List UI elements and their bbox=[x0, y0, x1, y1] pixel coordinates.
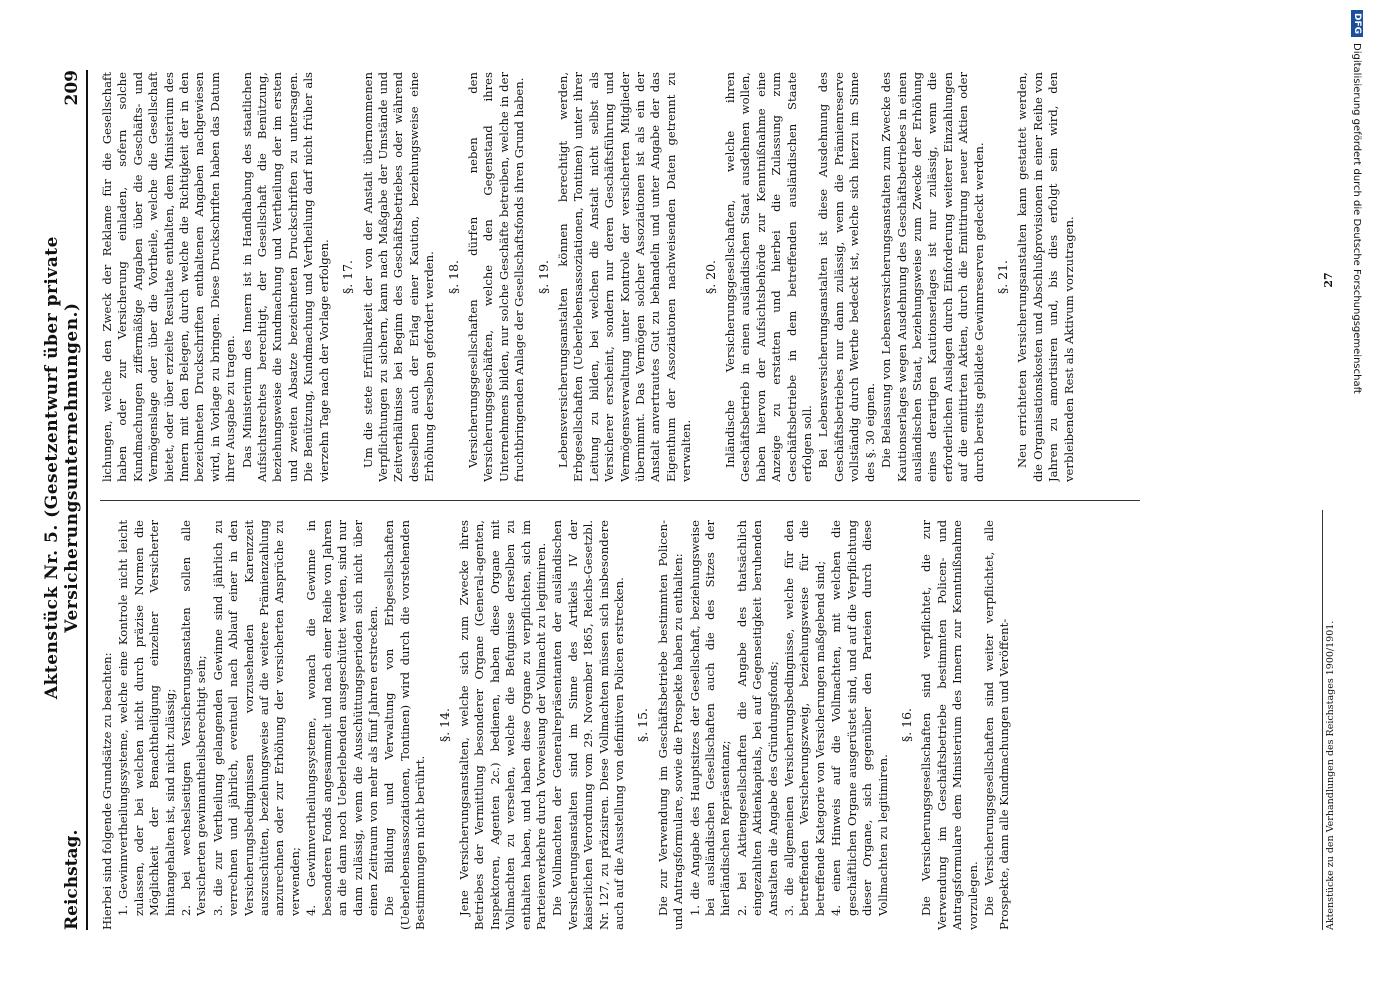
paragraph: Neu errichteten Versicherungsanstalten kann gestattet werden, die Organisationskosten und Abschlußprovisionen in einer Reihe von Jahren zu amortisiren und, bis dies erfolgt sein wird, den verbleibenden Rest als Aktivum vorzutragen. bbox=[1015, 72, 1076, 482]
page-header bbox=[42, 70, 88, 930]
paragraph: Jene Versicherungsanstalten, welche sich zum Zwecke ihres Betriebes der Vermittlung besonderer Organe (General-agenten, Inspektoren, Agenten 2c.) bedienen, haben diese Organe mit Vollmachten zu versehen, welche die Befugnisse derselben zu enthalten haben, und haben diese Organe zu verpflichten, sich im Parteienverkehre durch Vorweisung der Vollmacht zu legitimiren. bbox=[456, 520, 548, 930]
paragraph: Die Versicherungsgesellschaften sind verpflichtet, die zur Verwendung im Geschäftsbetriebe bestimmten Policen- und Antragsformulare dem Ministerium des Innern zur Kenntnißnahme vorzulegen. bbox=[919, 520, 980, 930]
principles-list bbox=[116, 520, 381, 930]
column-divider bbox=[100, 500, 1140, 501]
header-left: Reichstag. bbox=[62, 829, 82, 930]
paragraph: Die zur Verwendung im Geschäftsbetriebe bestimmten Policen- und Antragsformulare, sowie die Prospekte haben zu enthalten: bbox=[655, 520, 686, 930]
intro-paragraph: Hierbei sind folgende Grundsätze zu beachten: bbox=[100, 652, 114, 930]
paragraph: Die Versicherungsgesellschaften sind weiter verpflichtet, alle Prospekte, dann alle Kundmachungen und Veröffent- bbox=[981, 520, 1012, 930]
paragraph: Die Vollmachten der Generalrepräsentanten der ausländischen Versicherungsanstalten sind im Sinne des Artikels IV der kaiserlichen Verordnung vom 29. November 1865, Reichs-Gesetzbl. Nr. 127, zu präzisiren. Diese Vollmachten müssen sich insbesondere auch auf die Ausstellung von definitiven Policen erstrecken. bbox=[550, 520, 626, 930]
section-heading: §. 18. bbox=[445, 259, 461, 295]
section-heading: §. 19. bbox=[535, 259, 551, 295]
page-number: 209 bbox=[62, 70, 82, 106]
digitization-note bbox=[1350, 10, 1372, 990]
list-item: 4. Gewinnvertheilungssysteme, wonach die Gewinne in besonderen Fonds angesammelt und nach einer Reihe von Jahren an die dann noch Ueberlebenden ausgeschüttet werden, sind nur dann zulässig, wenn die Ausschüttungsperioden sich nicht über einen Zeitraum von mehr als fünf Jahren erstrecken. bbox=[304, 520, 380, 916]
paragraph: Inländische Versicherungsgesellschaften, welche ihren Geschäftsbetrieb in einen ausländischen Staat ausdehnen wollen, haben hiervon der Aufsichtsbehörde zur Kenntnißnahme eine Anzeige zu erstatten und hierbei die Zulassung zum Geschäftsbetriebe in dem betreffenden ausländischen Staate erfolgen soll. bbox=[723, 72, 815, 482]
page-footnote: Aktenstücke zu den Verhandlungen des Reichstages 1900/1901. bbox=[1322, 510, 1336, 930]
paragraph: lichungen, welche den Zweck der Reklame für die Gesellschaft haben oder zur Versicherung einladen, sofern solche Kundmachungen ziffermäßige Angaben über die Geschäfts- und Vermögenslage oder über die Vortheile, welche die Gesellschaft bietet, oder über erzielte Resultate enthalten, dem Ministerium des Innern mit den Belegen, durch welche die Richtigkeit der in den bezeichneten Druckschriften enthaltenen Angaben nachgewiesen wird, in Vorlage zu bringen. Diese Druckschriften haben das Datum ihrer Ausgabe zu tragen. bbox=[100, 72, 238, 482]
s15-list bbox=[688, 520, 891, 930]
paragraph: Die Bildung und Verwaltung von Erbgesellschaften (Ueberlebensassoziationen, Tontinen) wird durch die vorstehenden Bestimmungen nicht berührt. bbox=[382, 520, 428, 930]
digitization-text: Digitalisierung gefördert durch die Deutsche Forschungsgemeinschaft bbox=[1351, 43, 1363, 394]
section-heading: §. 17. bbox=[340, 259, 356, 295]
list-item: 2. bei wechselseitigen Versicherungsanstalten sollen alle Versicherten gewinnantheilsberechtigt sein; bbox=[179, 520, 209, 916]
paragraph: Um die stete Erfüllbarkeit der von der Anstalt übernommenen Verpflichtungen zu sichern, kann nach Maßgabe der Umstände und Zeitverhältnisse bei Beginn des Geschäftsbetriebes oder während desselben auch der Erlag einer Kaution, beziehungsweise eine Erhöhung derselben gefordert werden. bbox=[360, 72, 437, 482]
paragraph: Versicherungsgesellschaften dürfen neben den Versicherungsgeschäften, welche den Gegenstand ihres Unternehmens bilden, nur solche Geschäfte betreiben, welche in der fruchtbringenden Anlage der Gesellschaftsfonds ihren Grund haben. bbox=[465, 72, 527, 482]
left-column bbox=[100, 520, 1310, 930]
section-heading: §. 16. bbox=[898, 707, 914, 743]
paragraph: Das Ministerium des Innern ist in Handhabung des staatlichen Aufsichtsrechtes berechtigt, der Gesellschaft die Benützung, beziehungsweise die Kundmachung und Vertheilung der im ersten und zweiten Absatze bezeichneten Druckschriften zu untersagen. Die Benützung, Kundmachung und Vertheilung darf nicht früher als vierzehn Tage nach der Vorlage erfolgen. bbox=[239, 72, 331, 482]
signature-number: 27 bbox=[1322, 272, 1335, 288]
list-item: 1. Gewinnvertheilungssysteme, welche eine Kontrole nicht leicht zulassen, oder bei welchen nicht durch präzise Normen die Möglichkeit der Benachtheiligung einzelner Versicherter hintangehalten ist, sind nicht zulässig; bbox=[116, 520, 177, 916]
list-item: 3. die zur Vertheilung gelangenden Gewinne sind jährlich zu verrechnen und jährlich, eventuell nach Ablauf einer in den Versicherungsbedingnissen vorzusehenden Karenzzeit auszuschütten, beziehungsweise auf die weitere Prämienzahlung anzurechnen oder zur Erhöhung der versicherten Ansprüche zu verwenden; bbox=[210, 520, 302, 916]
list-item: 2. bei Aktiengesellschaften die Angabe des thatsächlich eingezahlten Aktienkapitals, bei auf Gegenseitigkeit beruhenden Anstalten die Angabe des Gründungsfonds; bbox=[734, 520, 780, 916]
list-item: 4. einen Hinweis auf die Vollmachten, mit welchen die geschäftlichen Organe ausgerüstet sind, und auf die Verpflichtung dieser Organe, sich gegenüber den Parteien durch diese Vollmachten zu legitimiren. bbox=[829, 520, 890, 916]
section-heading: §. 20. bbox=[702, 259, 718, 295]
section-heading: §. 15. bbox=[635, 707, 651, 743]
right-column bbox=[100, 72, 1310, 482]
dfg-logo: DFG bbox=[1351, 10, 1363, 37]
section-heading: §. 21. bbox=[994, 259, 1010, 295]
paragraph: Lebensversicherungsanstalten können berechtigt werden, Erbgesellschaften (Ueberlebensassoziationen, Tontinen) unter ihrer Leitung zu bilden, bei welchen die Anstalt nicht selbst als Versicherer erscheint, sondern nur deren Geschäftsführung und Vermögensverwaltung unter Kontrole der versicherten Mitglieder übernimmt. Das Vermögen solcher Assoziationen ist als ein der Anstalt anvertrautes Gut zu behandeln und unter Angabe der das Eigenthum der Assoziationen nachweisenden Daten getrennt zu verwalten. bbox=[555, 72, 694, 482]
rotated-page-area bbox=[42, 70, 1342, 930]
document-page bbox=[42, 70, 1342, 930]
paragraph: Bei Lebensversicherungsanstalten ist diese Ausdehnung des Geschäftsbetriebes nur dann zulässig, wenn die Prämienreserve vollständig durch Werthe bedeckt ist, welche sich hierzu im Sinne des §. 30 eignen. bbox=[816, 72, 877, 482]
paragraph: Die Belassung von Lebensversicherungsanstalten zum Zwecke des Kautionserlages wegen Ausdehnung des Geschäftsbetriebes in einen ausländischen Staat, beziehungsweise zum Zwecke der Erhöhung eines derartigen Kautionserlages ist nur zulässig, wenn die erforderlichen Auslagen durch Einforderung weiterer Einzahlungen auf die emittirten Aktien, durch die Emittirung neuer Aktien oder durch bereits gebildete Gewinnreserven gedeckt werden. bbox=[879, 72, 986, 482]
list-item: 3. die allgemeinen Versicherungsbedingnisse, welche für den betreffenden Versicherungszweig, beziehungsweise für die betreffende Kategorie von Versicherungen maßgebend sind; bbox=[782, 520, 827, 916]
list-item: 1. die Angabe des Hauptsitzes der Gesellschaft, beziehungsweise bei ausländischen Gesellschaften auch die des Sitzes der hierländischen Repräsentanz; bbox=[687, 520, 733, 916]
header-title: Aktenstück Nr. 5. (Gesetzentwurf über private Versicherungsunternehmungen.) bbox=[42, 236, 82, 700]
section-heading: §. 14. bbox=[436, 707, 452, 743]
